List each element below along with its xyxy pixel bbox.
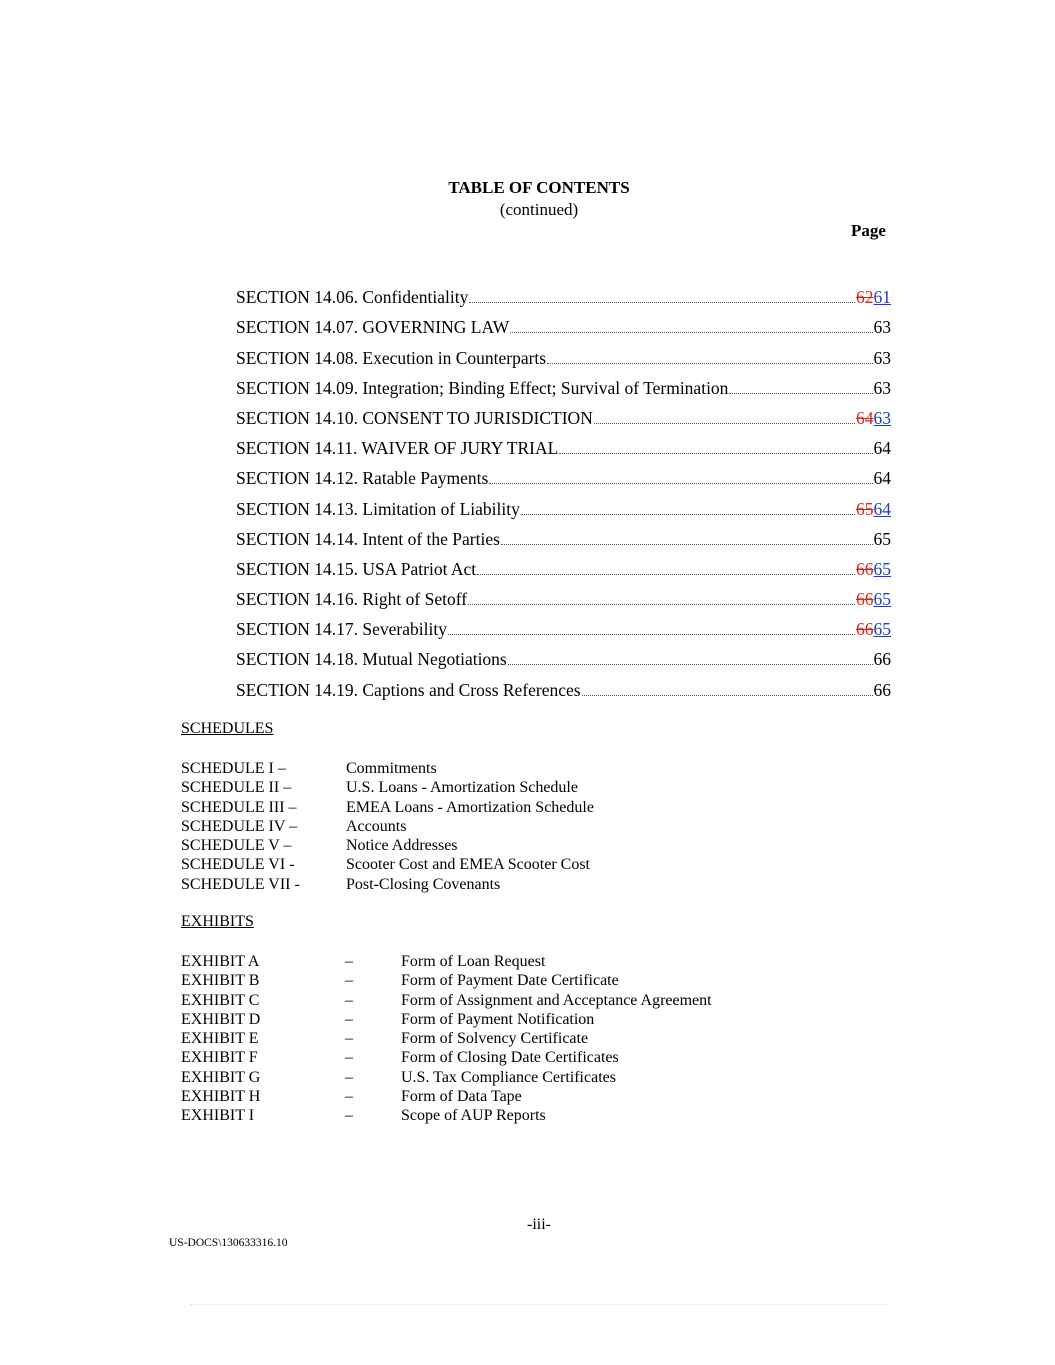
toc-list	[236, 277, 891, 700]
deleted-page-number: 66	[856, 558, 874, 579]
exhibit-dash: –	[345, 991, 353, 1009]
toc-entry-label: SECTION 14.12. Ratable Payments	[236, 468, 489, 489]
exhibit-dash: –	[345, 1030, 353, 1048]
exhibits-heading: EXHIBITS	[181, 913, 254, 930]
toc-entry-page	[856, 499, 891, 519]
toc-entry-page	[856, 287, 891, 307]
toc-title: TABLE OF CONTENTS	[448, 178, 630, 197]
exhibit-label: EXHIBIT D	[181, 1010, 261, 1028]
toc-entry-page: 63	[873, 347, 891, 368]
toc-entry	[236, 277, 891, 307]
bottom-divider	[190, 1304, 890, 1305]
deleted-page-number: 64	[856, 407, 874, 428]
toc-entry-label: SECTION 14.10. CONSENT TO JURISDICTION	[236, 407, 593, 428]
toc-entry	[236, 609, 891, 639]
exhibit-dash: –	[345, 1088, 353, 1106]
toc-entry-label: SECTION 14.08. Execution in Counterparts	[236, 347, 547, 368]
toc-entry-page: 66	[873, 649, 891, 670]
schedule-description: Post-Closing Covenants	[346, 875, 501, 893]
exhibit-label: EXHIBIT E	[181, 1030, 259, 1048]
schedule-label: SCHEDULE II –	[181, 779, 292, 797]
toc-entry-page: 63	[873, 377, 891, 398]
exhibit-description: Scope of AUP Reports	[401, 1107, 546, 1125]
toc-entry	[236, 639, 891, 669]
exhibit-dash: –	[345, 1049, 353, 1067]
toc-entry-label: SECTION 14.14. Intent of the Parties	[236, 528, 500, 549]
dot-leader	[508, 664, 873, 665]
exhibit-dash: –	[345, 1107, 353, 1125]
exhibit-description: Form of Payment Notification	[401, 1010, 595, 1028]
toc-entry	[236, 549, 891, 579]
toc-entry	[236, 669, 891, 699]
exhibit-description: Form of Assignment and Acceptance Agreement	[401, 991, 712, 1009]
exhibit-label: EXHIBIT G	[181, 1068, 261, 1086]
dot-leader	[559, 453, 872, 454]
schedule-label: SCHEDULE VII -	[181, 875, 300, 893]
footer-page-number: -iii-	[527, 1216, 551, 1233]
dot-leader	[510, 332, 872, 333]
schedule-label: SCHEDULE I –	[181, 760, 286, 777]
dot-leader	[547, 363, 872, 364]
deleted-page-number: 62	[856, 287, 874, 308]
dot-leader	[521, 514, 855, 515]
schedule-description: Accounts	[346, 817, 407, 835]
schedules-heading: SCHEDULES	[181, 720, 274, 737]
dot-leader	[489, 483, 872, 484]
dot-leader	[729, 393, 872, 394]
toc-entry	[236, 428, 891, 458]
exhibit-description: Form of Solvency Certificate	[401, 1030, 589, 1048]
toc-entry	[236, 337, 891, 367]
dot-leader	[477, 574, 855, 575]
exhibit-label: EXHIBIT I	[181, 1107, 255, 1125]
dot-leader	[582, 695, 873, 696]
exhibit-description: Form of Closing Date Certificates	[401, 1049, 619, 1067]
toc-entry-page: 64	[873, 438, 891, 459]
exhibit-dash: –	[345, 972, 353, 990]
exhibit-dash: –	[345, 953, 353, 970]
dot-leader	[501, 544, 873, 545]
exhibit-description: U.S. Tax Compliance Certificates	[401, 1068, 616, 1086]
inserted-page-number: 65	[873, 619, 891, 640]
exhibit-description: Form of Data Tape	[401, 1088, 522, 1106]
page-column-label: Page	[851, 221, 886, 240]
toc-entry-page: 64	[873, 468, 891, 489]
toc-entry	[236, 368, 891, 398]
toc-entry-label: SECTION 14.13. Limitation of Liability	[236, 498, 520, 519]
exhibit-label: EXHIBIT A	[181, 953, 260, 970]
toc-entry-label: SECTION 14.19. Captions and Cross References	[236, 679, 581, 700]
toc-entry-page	[856, 619, 891, 639]
toc-entry-page	[856, 559, 891, 579]
inserted-page-number: 65	[873, 589, 891, 610]
exhibit-description: Form of Payment Date Certificate	[401, 972, 619, 990]
deleted-page-number: 66	[856, 619, 874, 640]
inserted-page-number: 61	[873, 287, 891, 308]
toc-entry-label: SECTION 14.16. Right of Setoff	[236, 589, 468, 610]
toc-entry-label: SECTION 14.15. USA Patriot Act	[236, 558, 477, 579]
schedule-description: EMEA Loans - Amortization Schedule	[346, 798, 594, 816]
schedule-description: Commitments	[346, 760, 437, 777]
toc-entry-label: SECTION 14.09. Integration; Binding Effect; Survival of Termination	[236, 377, 729, 398]
toc-entry-page	[856, 408, 891, 428]
dot-leader	[468, 604, 855, 605]
toc-subtitle: (continued)	[499, 200, 579, 219]
inserted-page-number: 64	[873, 498, 891, 519]
deleted-page-number: 66	[856, 589, 874, 610]
toc-entry-label: SECTION 14.17. Severability	[236, 619, 447, 640]
exhibit-dash: –	[345, 1068, 353, 1086]
dot-leader	[448, 634, 855, 635]
toc-entry-page: 63	[873, 317, 891, 338]
exhibit-label: EXHIBIT F	[181, 1049, 258, 1067]
toc-entry	[236, 398, 891, 428]
toc-entry-label: SECTION 14.11. WAIVER OF JURY TRIAL	[236, 438, 559, 459]
inserted-page-number: 63	[873, 407, 891, 428]
schedule-label: SCHEDULE III –	[181, 798, 297, 816]
toc-entry	[236, 458, 891, 488]
deleted-page-number: 65	[856, 498, 874, 519]
toc-entry-page	[856, 589, 891, 609]
document-id: US-DOCS\130633316.10	[169, 1237, 288, 1249]
toc-entry	[236, 579, 891, 609]
exhibit-description: Form of Loan Request	[401, 953, 546, 970]
toc-entry-label: SECTION 14.07. GOVERNING LAW	[236, 317, 510, 338]
schedule-label: SCHEDULE V –	[181, 837, 292, 855]
toc-entry	[236, 519, 891, 549]
toc-entry-page: 66	[873, 679, 891, 700]
schedule-label: SCHEDULE VI -	[181, 856, 295, 874]
toc-entry	[236, 488, 891, 518]
exhibit-dash: –	[345, 1010, 353, 1028]
exhibit-label: EXHIBIT C	[181, 991, 260, 1009]
toc-entry	[236, 307, 891, 337]
schedule-label: SCHEDULE IV –	[181, 817, 298, 835]
inserted-page-number: 65	[873, 558, 891, 579]
schedule-description: Scooter Cost and EMEA Scooter Cost	[346, 856, 590, 874]
schedule-description: Notice Addresses	[346, 837, 458, 855]
dot-leader	[594, 423, 855, 424]
toc-entry-label: SECTION 14.18. Mutual Negotiations	[236, 649, 507, 670]
schedule-description: U.S. Loans - Amortization Schedule	[346, 779, 578, 797]
toc-entry-page: 65	[873, 528, 891, 549]
exhibit-label: EXHIBIT B	[181, 972, 260, 990]
toc-entry-label: SECTION 14.06. Confidentiality	[236, 287, 469, 308]
exhibit-label: EXHIBIT H	[181, 1088, 261, 1106]
dot-leader	[469, 302, 855, 303]
